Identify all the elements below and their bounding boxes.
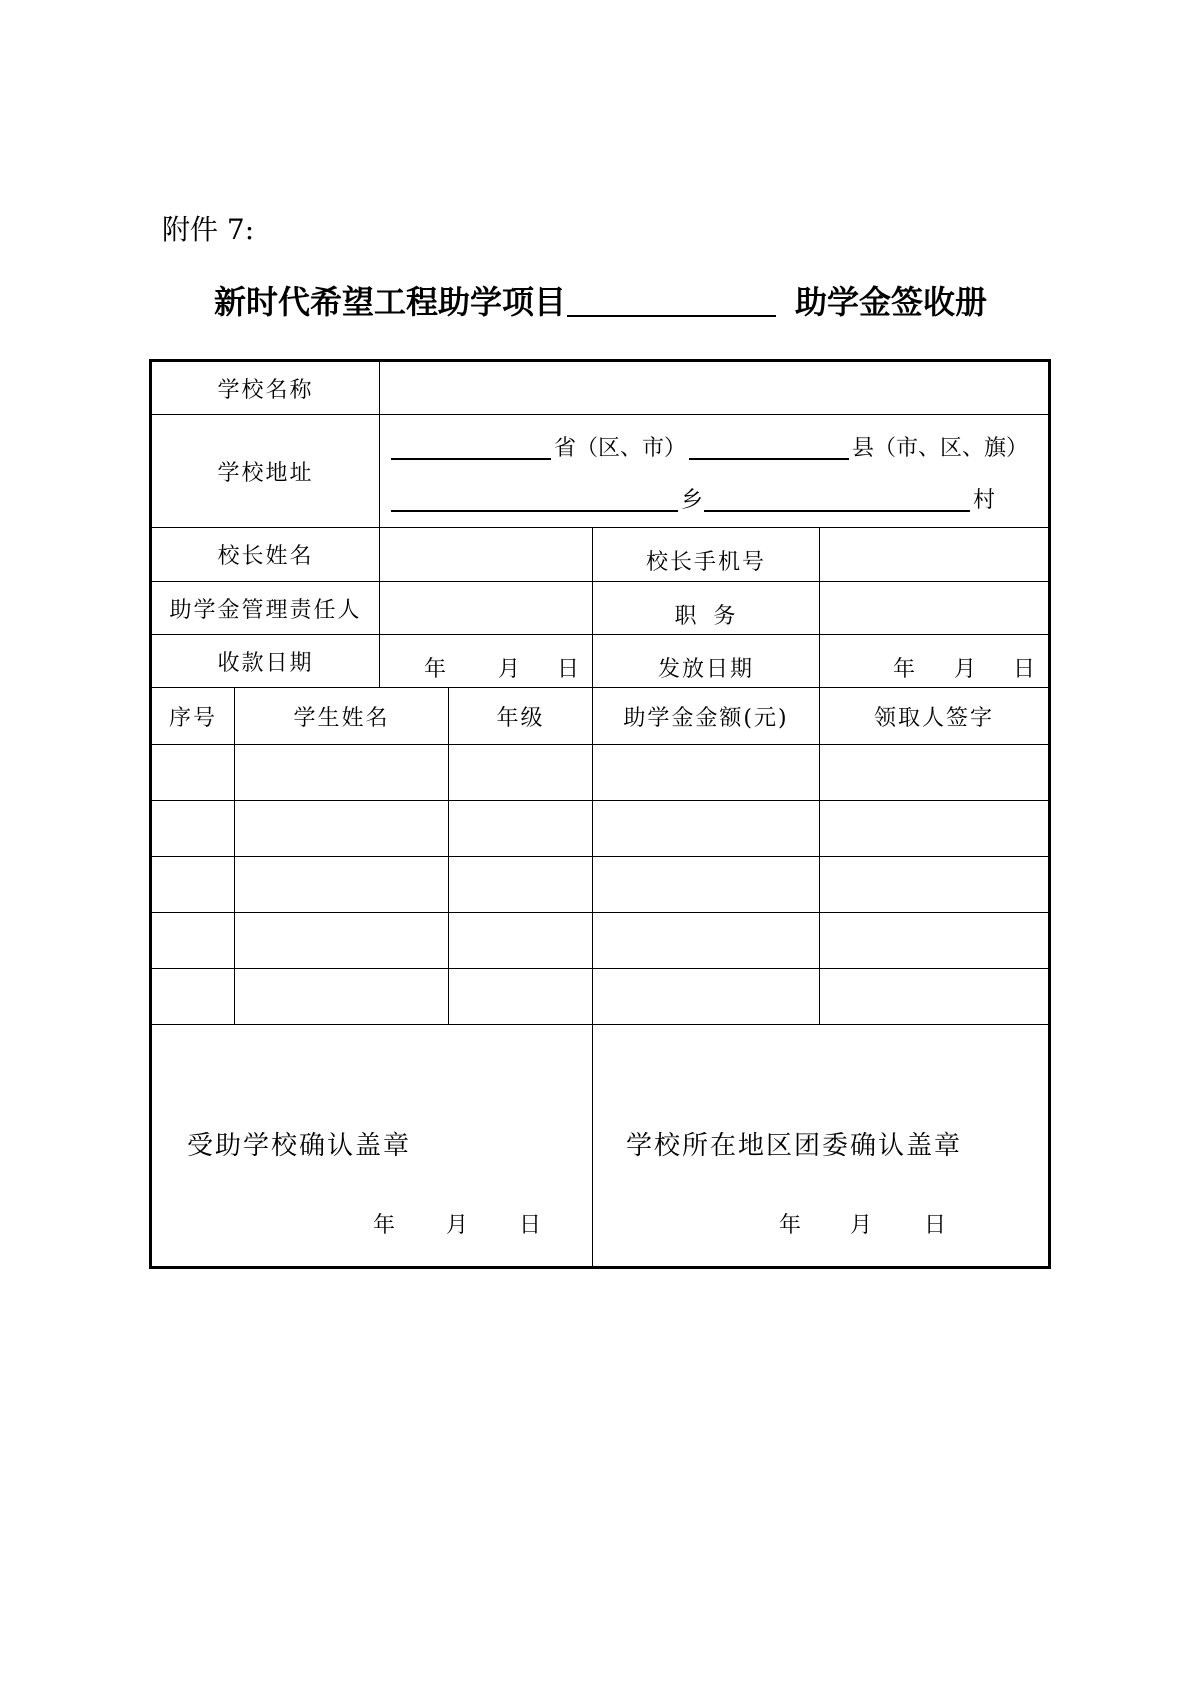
school-seal-cell bbox=[151, 1025, 593, 1268]
student-name-cell bbox=[235, 801, 449, 857]
student-row bbox=[151, 913, 1050, 969]
league-seal-label: 学校所在地区团委确认盖章 bbox=[626, 1131, 963, 1161]
signature-cell bbox=[820, 913, 1050, 969]
student-table-header bbox=[151, 688, 1050, 745]
project-name-blank bbox=[567, 315, 776, 317]
receipt-date-value bbox=[380, 635, 593, 688]
school-name-label: 学校名称 bbox=[151, 361, 380, 415]
manager-label: 助学金管理责任人 bbox=[151, 582, 380, 635]
receipt-date-label: 收款日期 bbox=[151, 635, 380, 688]
grade-cell bbox=[449, 969, 593, 1025]
title-prefix: 新时代希望工程助学项目 bbox=[214, 283, 567, 321]
header-signature: 领取人签字 bbox=[820, 688, 1050, 745]
header-amount: 助学金金额(元) bbox=[593, 688, 820, 745]
form-title bbox=[214, 282, 987, 322]
village-suffix: 村 bbox=[973, 488, 996, 513]
date-year: 年 bbox=[892, 656, 915, 682]
date-month: 月 bbox=[953, 656, 976, 682]
school-seal-box bbox=[152, 1025, 592, 1266]
date-month: 月 bbox=[497, 656, 520, 682]
grade-cell bbox=[449, 801, 593, 857]
header-student-name: 学生姓名 bbox=[235, 688, 449, 745]
position-label: 职 务 bbox=[593, 582, 820, 635]
grade-cell bbox=[449, 913, 593, 969]
amount-cell bbox=[593, 857, 820, 913]
receipt-form-table bbox=[149, 359, 1051, 1269]
principal-phone-value bbox=[820, 528, 1050, 582]
school-seal-date bbox=[373, 1211, 541, 1241]
student-name-cell bbox=[235, 745, 449, 801]
county-blank bbox=[689, 458, 849, 460]
amount-cell bbox=[593, 745, 820, 801]
manager-value bbox=[380, 582, 593, 635]
date-year: 年 bbox=[373, 1213, 396, 1238]
township-blank bbox=[391, 510, 678, 512]
student-name-cell bbox=[235, 913, 449, 969]
date-day: 日 bbox=[519, 1213, 542, 1238]
attachment-label: 附件 7: bbox=[162, 213, 255, 246]
amount-cell bbox=[593, 913, 820, 969]
province-suffix: 省（区、市） bbox=[554, 436, 687, 461]
grade-cell bbox=[449, 745, 593, 801]
amount-cell bbox=[593, 969, 820, 1025]
issue-date-label: 发放日期 bbox=[593, 635, 820, 688]
date-day: 日 bbox=[557, 656, 580, 682]
province-blank bbox=[391, 458, 551, 460]
school-name-row bbox=[151, 361, 1050, 415]
school-seal-label: 受助学校确认盖章 bbox=[187, 1131, 412, 1161]
grade-cell bbox=[449, 857, 593, 913]
date-day: 日 bbox=[1013, 656, 1036, 682]
date-row bbox=[151, 635, 1050, 688]
student-index-cell bbox=[151, 801, 235, 857]
student-name-cell bbox=[235, 969, 449, 1025]
address-line-1 bbox=[391, 423, 1048, 475]
student-index-cell bbox=[151, 745, 235, 801]
student-index-cell bbox=[151, 969, 235, 1025]
school-address-label: 学校地址 bbox=[151, 415, 380, 528]
manager-row bbox=[151, 582, 1050, 635]
student-row bbox=[151, 969, 1050, 1025]
title-suffix: 助学金签收册 bbox=[795, 283, 988, 321]
village-blank bbox=[704, 510, 970, 512]
date-day: 日 bbox=[924, 1213, 947, 1238]
signature-cell bbox=[820, 745, 1050, 801]
position-value bbox=[820, 582, 1050, 635]
date-year: 年 bbox=[779, 1213, 802, 1238]
header-grade: 年级 bbox=[449, 688, 593, 745]
date-year: 年 bbox=[423, 656, 446, 682]
signature-cell bbox=[820, 857, 1050, 913]
student-index-cell bbox=[151, 857, 235, 913]
issue-date-value bbox=[820, 635, 1050, 688]
league-seal-cell bbox=[593, 1025, 1050, 1268]
signature-cell bbox=[820, 801, 1050, 857]
student-row bbox=[151, 745, 1050, 801]
student-row bbox=[151, 857, 1050, 913]
league-seal-date bbox=[779, 1211, 946, 1241]
league-seal-box bbox=[593, 1025, 1048, 1266]
student-index-cell bbox=[151, 913, 235, 969]
signoff-row bbox=[151, 1025, 1050, 1268]
amount-cell bbox=[593, 801, 820, 857]
signature-cell bbox=[820, 969, 1050, 1025]
school-address-row bbox=[151, 415, 1050, 528]
principal-phone-label: 校长手机号 bbox=[593, 528, 820, 582]
header-index: 序号 bbox=[151, 688, 235, 745]
school-name-value bbox=[380, 361, 1050, 415]
county-suffix: 县（市、区、旗） bbox=[852, 436, 1029, 461]
address-line-2 bbox=[391, 475, 1048, 527]
date-month: 月 bbox=[446, 1213, 469, 1238]
principal-name-value bbox=[380, 528, 593, 582]
school-address-value bbox=[380, 415, 1050, 528]
principal-row bbox=[151, 528, 1050, 582]
township-suffix: 乡 bbox=[681, 488, 704, 513]
student-row bbox=[151, 801, 1050, 857]
date-month: 月 bbox=[850, 1213, 873, 1238]
principal-name-label: 校长姓名 bbox=[151, 528, 380, 582]
student-name-cell bbox=[235, 857, 449, 913]
